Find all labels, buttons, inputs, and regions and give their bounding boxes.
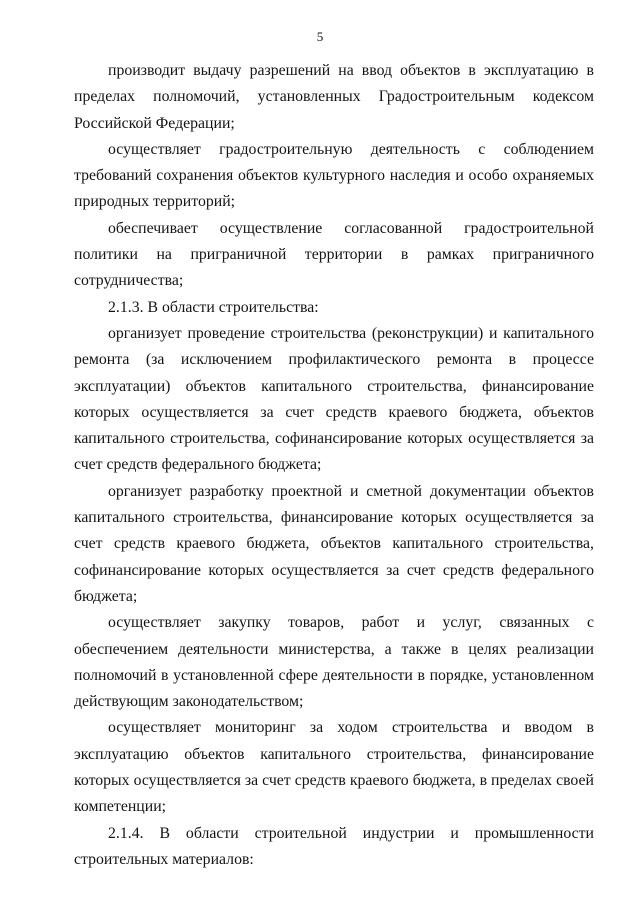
paragraph-monitoring: осуществляет мониторинг за ходом строительства и вводом в эксплуатацию объектов капитального строительства, финансирование которых осуществляется за счет средств краевого бюджета, в пределах своей компетенции;	[74, 719, 594, 816]
paragraph-border-policy: обеспечивает осуществление согласованной градостроительной политики на приграничной территории в рамках приграничного сотрудничества;	[74, 219, 594, 290]
paragraph-urban-planning: осуществляет градостроительную деятельность с соблюдением требований сохранения объектов культурного наследия и особо охраняемых природных территорий;	[74, 140, 594, 211]
paragraph-permits: производит выдачу разрешений на ввод объектов в эксплуатацию в пределах полномочий, установленных Градостроительным кодексом Российской Федерации;	[74, 62, 594, 132]
document-body	[74, 58, 594, 873]
paragraph-construction: организует проведение строительства (реконструкции) и капитального ремонта (за исключением профилактического ремонта в процессе эксплуатации) объектов капитального строительства, финансирование которых осуществляется за счет средств краевого бюджета, объектов капитального строительства, софинансирование которых осуществляется за счет средств федерального бюджета;	[74, 324, 594, 474]
section-heading-2-1-4: 2.1.4. В области строительной индустрии и промышленности строительных материалов:	[74, 824, 594, 868]
page-number: 5	[316, 29, 324, 44]
paragraph-design-documentation: организует разработку проектной и сметной документации объектов капитального строительства, финансирование которых осуществляется за счет средств краевого бюджета, объектов капитального строительства, софинансирование которых осуществляется за счет средств федерального бюджета;	[74, 482, 594, 605]
paragraph-procurement: осуществляет закупку товаров, работ и услуг, связанных с обеспечением деятельности министерства, а также в целях реализации полномочий в установленной сфере деятельности в порядке, установленном действующим законодательством;	[74, 614, 594, 711]
section-heading-2-1-3: 2.1.3. В области строительства:	[108, 298, 319, 316]
